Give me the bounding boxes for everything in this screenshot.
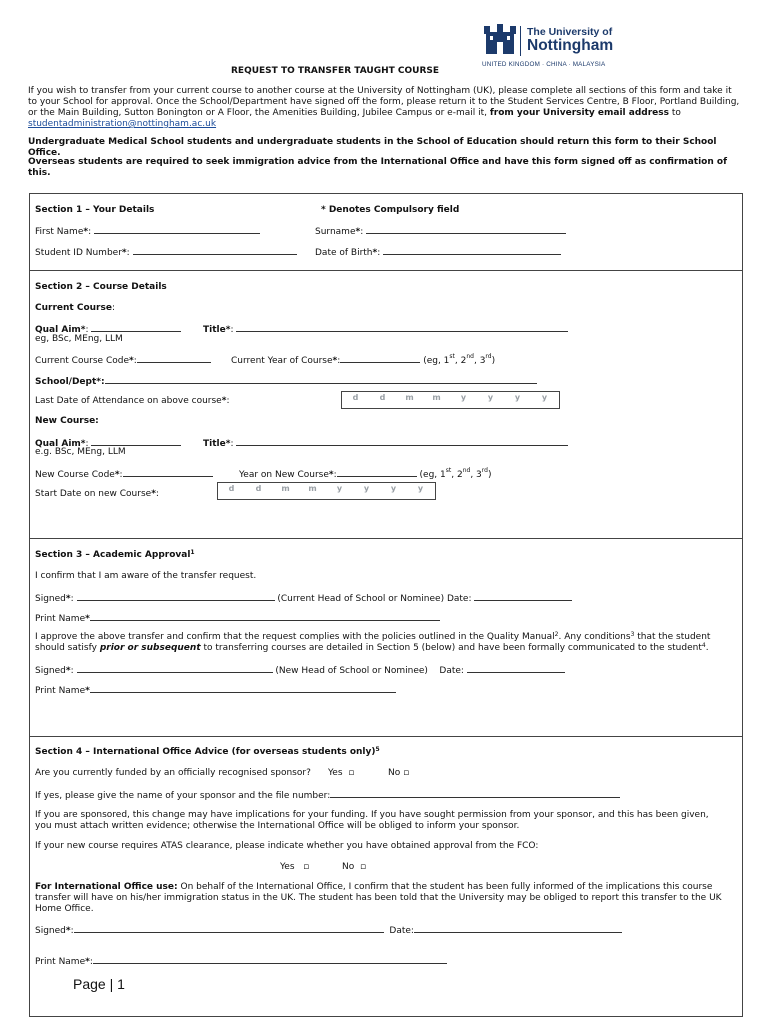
new-qual-aim-field[interactable]: Qual Aim*: [35, 437, 181, 449]
date-cell: y [487, 393, 494, 402]
intro-paragraph: If you wish to transfer from your current course to another course at the University of Nottingham (UK), please complete all sections of this form and take it to your School for approval. Once the School/Department have signed off the form, please return it to the Student Services Centre, B Floor, Portland Building, or the Main Building, Sutton Bonington or A Floor, the Amenities Building, Jubilee Campus or e-mail it, from your University email address to studentadministration@nottingham.ac.uk [28, 86, 740, 129]
current-qual-aim-field[interactable]: Qual Aim*: [35, 323, 181, 335]
surname-field[interactable]: Surname*: [315, 225, 566, 237]
new-head-print-name-field[interactable]: Print Name* [35, 684, 396, 696]
funded-yes-checkbox[interactable]: Yes ▫ [328, 768, 355, 778]
date-cell: d [228, 484, 235, 493]
date-cell: y [460, 393, 467, 402]
form-title: REQUEST TO TRANSFER TAUGHT COURSE [231, 66, 440, 76]
funded-question: Are you currently funded by an officially recognised sponsor? [35, 768, 311, 778]
section2-heading: Section 2 – Course Details [35, 282, 167, 292]
current-title-field[interactable]: Title*: [203, 323, 568, 335]
io-print-name-field[interactable]: Print Name*: [35, 955, 447, 967]
date-cell: d [379, 393, 386, 402]
approval-statement: I approve the above transfer and confirm that the request complies with the policies outlined in the Quality Manual$^2$. Any conditions$^3$ that the student should satisfy prior or subsequent to transferring courses are detailed in Section 5 (below) and have been formally communicated to the student$^4$. [35, 631, 711, 653]
international-office-statement: For International Office use: On behalf of the International Office, I confirm that the student has been fully informed of the implications this course transfer will have on his/her immigration status in the UK. The student has been told that the University may be obliged to report this transfer to the UK Home Office. [35, 882, 722, 914]
date-cell: y [417, 484, 424, 493]
atas-yes-checkbox[interactable]: Yes ▫ [280, 862, 310, 872]
page-number: Page | 1 [73, 976, 125, 992]
sponsor-field[interactable]: If yes, please give the name of your sponsor and the file number: [35, 789, 620, 801]
sponsor-implications: If you are sponsored, this change may have implications for your funding. If you have sought permission from your sponsor, and this has been given, you must attach written evidence; otherwise the International Office will be obliged to inform your sponsor. [35, 810, 709, 831]
date-cell: y [363, 484, 370, 493]
current-course-code-field[interactable]: Current Course Code*: [35, 354, 211, 366]
student-id-field[interactable]: Student ID Number*: [35, 246, 297, 258]
new-title-field[interactable]: Title*: [203, 437, 568, 449]
school-dept-field[interactable]: School/Dept*: [35, 375, 537, 387]
section-divider [29, 736, 743, 737]
student-admin-email-link[interactable]: studentadministration@nottingham.ac.uk [28, 119, 217, 129]
qual-example-new: e.g. BSc, MEng, LLM [35, 447, 126, 457]
section-divider [29, 270, 743, 271]
io-signature-field[interactable]: Signed*: Date: [35, 924, 622, 936]
start-date-input[interactable] [217, 482, 436, 500]
logo-campuses: UNITED KINGDOM · CHINA · MALAYSIA [482, 61, 606, 68]
new-course-label: New Course: [35, 416, 99, 426]
new-year-field[interactable]: Year on New Course*: (eg, 1st, 2nd, 3rd) [239, 467, 492, 480]
section-divider [29, 538, 743, 539]
last-date-input[interactable] [341, 391, 560, 409]
date-cell: y [336, 484, 343, 493]
section3-heading: Section 3 – Academic Approval$^1$ [35, 549, 195, 560]
compulsory-note: * Denotes Compulsory field [321, 205, 460, 215]
logo-line2: Nottingham [527, 37, 614, 54]
date-cell: m [281, 484, 290, 493]
first-name-field[interactable]: First Name*: [35, 225, 260, 237]
logo-line1: The University of [527, 26, 613, 38]
notice-medical-education: Undergraduate Medical School students and undergraduate students in the School of Education should return this form to their School Office. [28, 137, 717, 158]
confirm-text: I confirm that I am aware of the transfer request. [35, 571, 257, 581]
logo-divider [520, 26, 521, 56]
notice-overseas: Overseas students are required to seek immigration advice from the International Office and have this form signed off as confirmation of this. [28, 157, 727, 178]
castle-crest-icon [480, 22, 520, 58]
date-cell: m [308, 484, 317, 493]
new-course-code-field[interactable]: New Course Code*: [35, 468, 213, 480]
university-logo [480, 22, 520, 58]
new-head-signature-field[interactable]: Signed*: (New Head of School or Nominee) Date: [35, 664, 565, 676]
section1-heading: Section 1 – Your Details [35, 205, 155, 215]
start-date-label: Start Date on new Course*: [35, 489, 159, 499]
date-cell: d [255, 484, 262, 493]
current-year-field[interactable]: Current Year of Course*: (eg, 1st, 2nd, 3rd) [231, 353, 496, 366]
date-cell: d [352, 393, 359, 402]
dob-field[interactable]: Date of Birth*: [315, 246, 561, 258]
date-cell: y [514, 393, 521, 402]
date-cell: y [390, 484, 397, 493]
atas-question: If your new course requires ATAS clearance, please indicate whether you have obtained approval from the FCO: [35, 841, 539, 851]
date-cell: y [541, 393, 548, 402]
date-cell: m [432, 393, 441, 402]
atas-no-checkbox[interactable]: No ▫ [342, 862, 367, 872]
funded-no-checkbox[interactable]: No ▫ [388, 768, 410, 778]
current-course-label: Current Course: [35, 303, 115, 313]
qual-example-current: eg, BSc, MEng, LLM [35, 334, 123, 344]
section4-heading: Section 4 – International Office Advice (for overseas students only)$^5$ [35, 746, 380, 757]
current-head-signature-field[interactable]: Signed*: (Current Head of School or Nominee) Date: [35, 592, 572, 604]
current-head-print-name-field[interactable]: Print Name* [35, 612, 440, 624]
date-cell: m [405, 393, 414, 402]
last-date-label: Last Date of Attendance on above course*: [35, 396, 230, 406]
